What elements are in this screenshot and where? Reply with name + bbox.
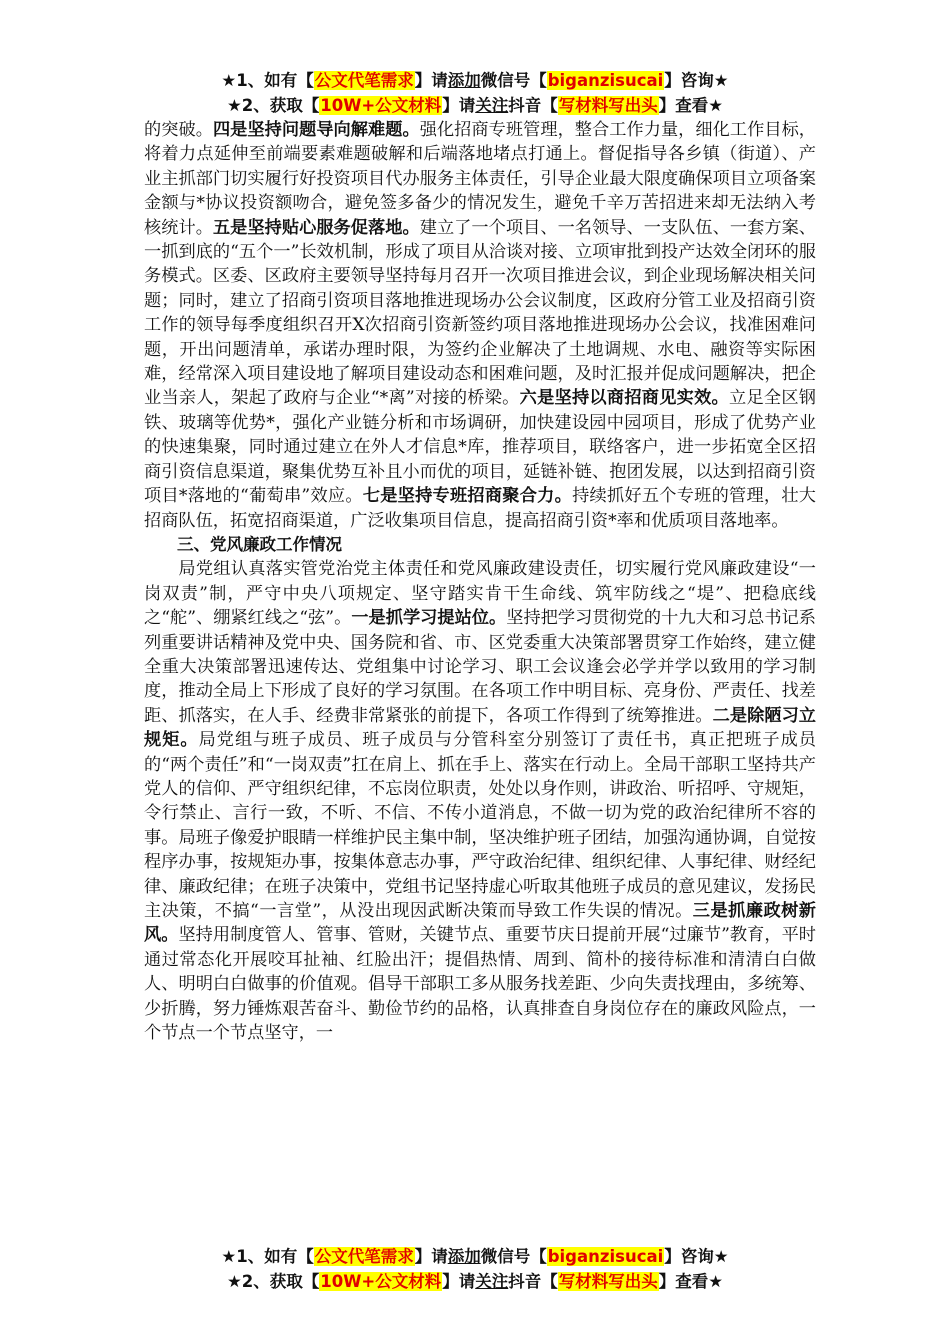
star-icon: ★ <box>221 71 237 90</box>
body-paragraph-1: 的突破。四是坚持问题导向解难题。强化招商专班管理，整合工作力量，细化工作目标，将着力点延伸至前端要素难题破解和后端落地堵点打通上。督促指导各乡镇（街道）、产业主抓部门切实履行好投资项目代办服务主体责任，引导企业最大限度确保项目立项备案金额与*协议投资额吻合，避免签多备少的情况发生，避免千辛万苦招进来却无法纳入考核统计。五是坚持贴心服务促落地。建立了一个项目、一名领导、一支队伍、一套方案、一抓到底的“五个一”长效机制，形成了项目从洽谈对接、立项审批到投产达效全闭环的服务模式。区委、区政府主要领导坚持每月召开一次项目推进会议，到企业现场解决相关问题；同时，建立了招商引资项目落地推进现场办公会议制度，区政府分管工业及招商引资工作的领导每季度组织召开X次招商引资新签约项目落地推进现场办公会议，找准困难问题，开出问题清单，承诺办理时限，为签约企业解决了土地调规、水电、融资等实际困难，经常深入项目建设地了解项目建设动态和困难问题，及时汇报并促成问题解决，把企业当亲人，架起了政府与企业“*离”对接的桥梁。六是坚持以商招商见实效。立足全区钢铁、玻璃等优势*，强化产业链分析和市场调研，加快建设园中园项目，形成了优势产业的快速集聚，同时通过建立在外人才信息*库，推荐项目，联络客户，进一步拓宽全区招商引资信息渠道，聚集优势互补且小而优的项目，延链补链、抱团发展，以达到招商引资项目*落地的“葡萄串”效应。七是坚持专班招商聚合力。持续抓好五个专班的管理，壮大招商队伍，拓宽招商渠道，广泛收集项目信息，提高招商引资*率和优质项目落地率。 <box>144 120 816 531</box>
body-paragraph-2: 局党组认真落实管党治党主体责任和党风廉政建设责任，切实履行党风廉政建设“一岗双责”制，严守中央八项规定、坚守踏实肯干生命线、筑牢防线之“堤”、把稳底线之“舵”、绷紧红线之“弦”。一是抓学习提站位。坚持把学习贯彻党的十九大和习总书记系列重要讲话精神及党中央、国务院和省、市、区党委重大决策部署贯穿工作始终，建立健全重大决策部署迅速传达、党组集中讨论学习、职工会议逢会必学并学以致用的学习制度，推动全局上下形成了良好的学习氛围。在各项工作中明目标、亮身份、严责任、找差距、抓落实，在人手、经费非常紧张的前提下，各项工作得到了统筹推进。二是除陋习立规矩。局党组与班子成员、班子成员与分管科室分别签订了责任书，真正把班子成员的“两个责任”和“一岗双责”扛在肩上、抓在手上、落实在行动上。全局干部职工坚持共产党人的信仰、严守组织纪律，不忘岗位职责，处处以身作则，讲政治、听招呼、守规矩，令行禁止、言行一致，不听、不信、不传小道消息，不做一切为党的政治纪律所不容的事。局班子像爱护眼睛一样维护民主集中制，坚决维护班子团结，加强沟通协调，自觉按程序办事，按规矩办事，按集体意志办事，严守政治纪律、组织纪律、人事纪律、财经纪律、廉政纪律；在班子决策中，党组书记坚持虚心听取其他班子成员的意见建议，发扬民主决策，不搞“一言堂”，从没出现因武断决策而导致工作失误的情况。三是抓廉政树新风。坚持用制度管人、管事、管财，关键节点、重要节庆日提前开展“过廉节”教育，平时通过常态化开展咬耳扯袖、红脸出汗；提倡热情、周到、简朴的接待标准和清清白白做人、明明白白做事的价值观。倡导干部职工多从服务找差距、少向失责找理由，多统筹、少折腾，努力锤炼艰苦奋斗、勤俭节约的品格，认真排查自身岗位存在的廉政风险点，一个节点一个节点坚守，一 <box>144 559 816 1044</box>
promo-line-1: ★1、如有【公文代笔需求】请添加微信号【biganzisucai】咨询★ <box>221 71 729 90</box>
star-icon: ★ <box>226 96 242 115</box>
wechat-id: biganzisucai <box>547 71 664 90</box>
highlight-text: 公文代笔需求 <box>314 1247 414 1266</box>
section-heading: 三、党风廉政工作情况 <box>177 534 342 554</box>
promo-banner-top <box>0 68 950 118</box>
highlight-text: 10W+公文材料 <box>320 1272 442 1291</box>
highlight-text: 公文代笔需求 <box>314 71 414 90</box>
promo-line-2: ★2、获取【10W+公文材料】请关注抖音【写材料写出头】查看★ <box>226 96 724 115</box>
document-body <box>144 118 816 1045</box>
highlight-text: 10W+公文材料 <box>320 96 442 115</box>
star-icon: ★ <box>221 1247 237 1266</box>
douyin-account: 写材料写出头 <box>558 1272 658 1291</box>
wechat-id: biganzisucai <box>547 1247 664 1266</box>
star-icon: ★ <box>226 1272 242 1291</box>
promo-line-1: ★1、如有【公文代笔需求】请添加微信号【biganzisucai】咨询★ <box>221 1247 729 1266</box>
douyin-account: 写材料写出头 <box>558 96 658 115</box>
promo-banner-bottom <box>0 1244 950 1294</box>
promo-line-2: ★2、获取【10W+公文材料】请关注抖音【写材料写出头】查看★ <box>226 1272 724 1291</box>
